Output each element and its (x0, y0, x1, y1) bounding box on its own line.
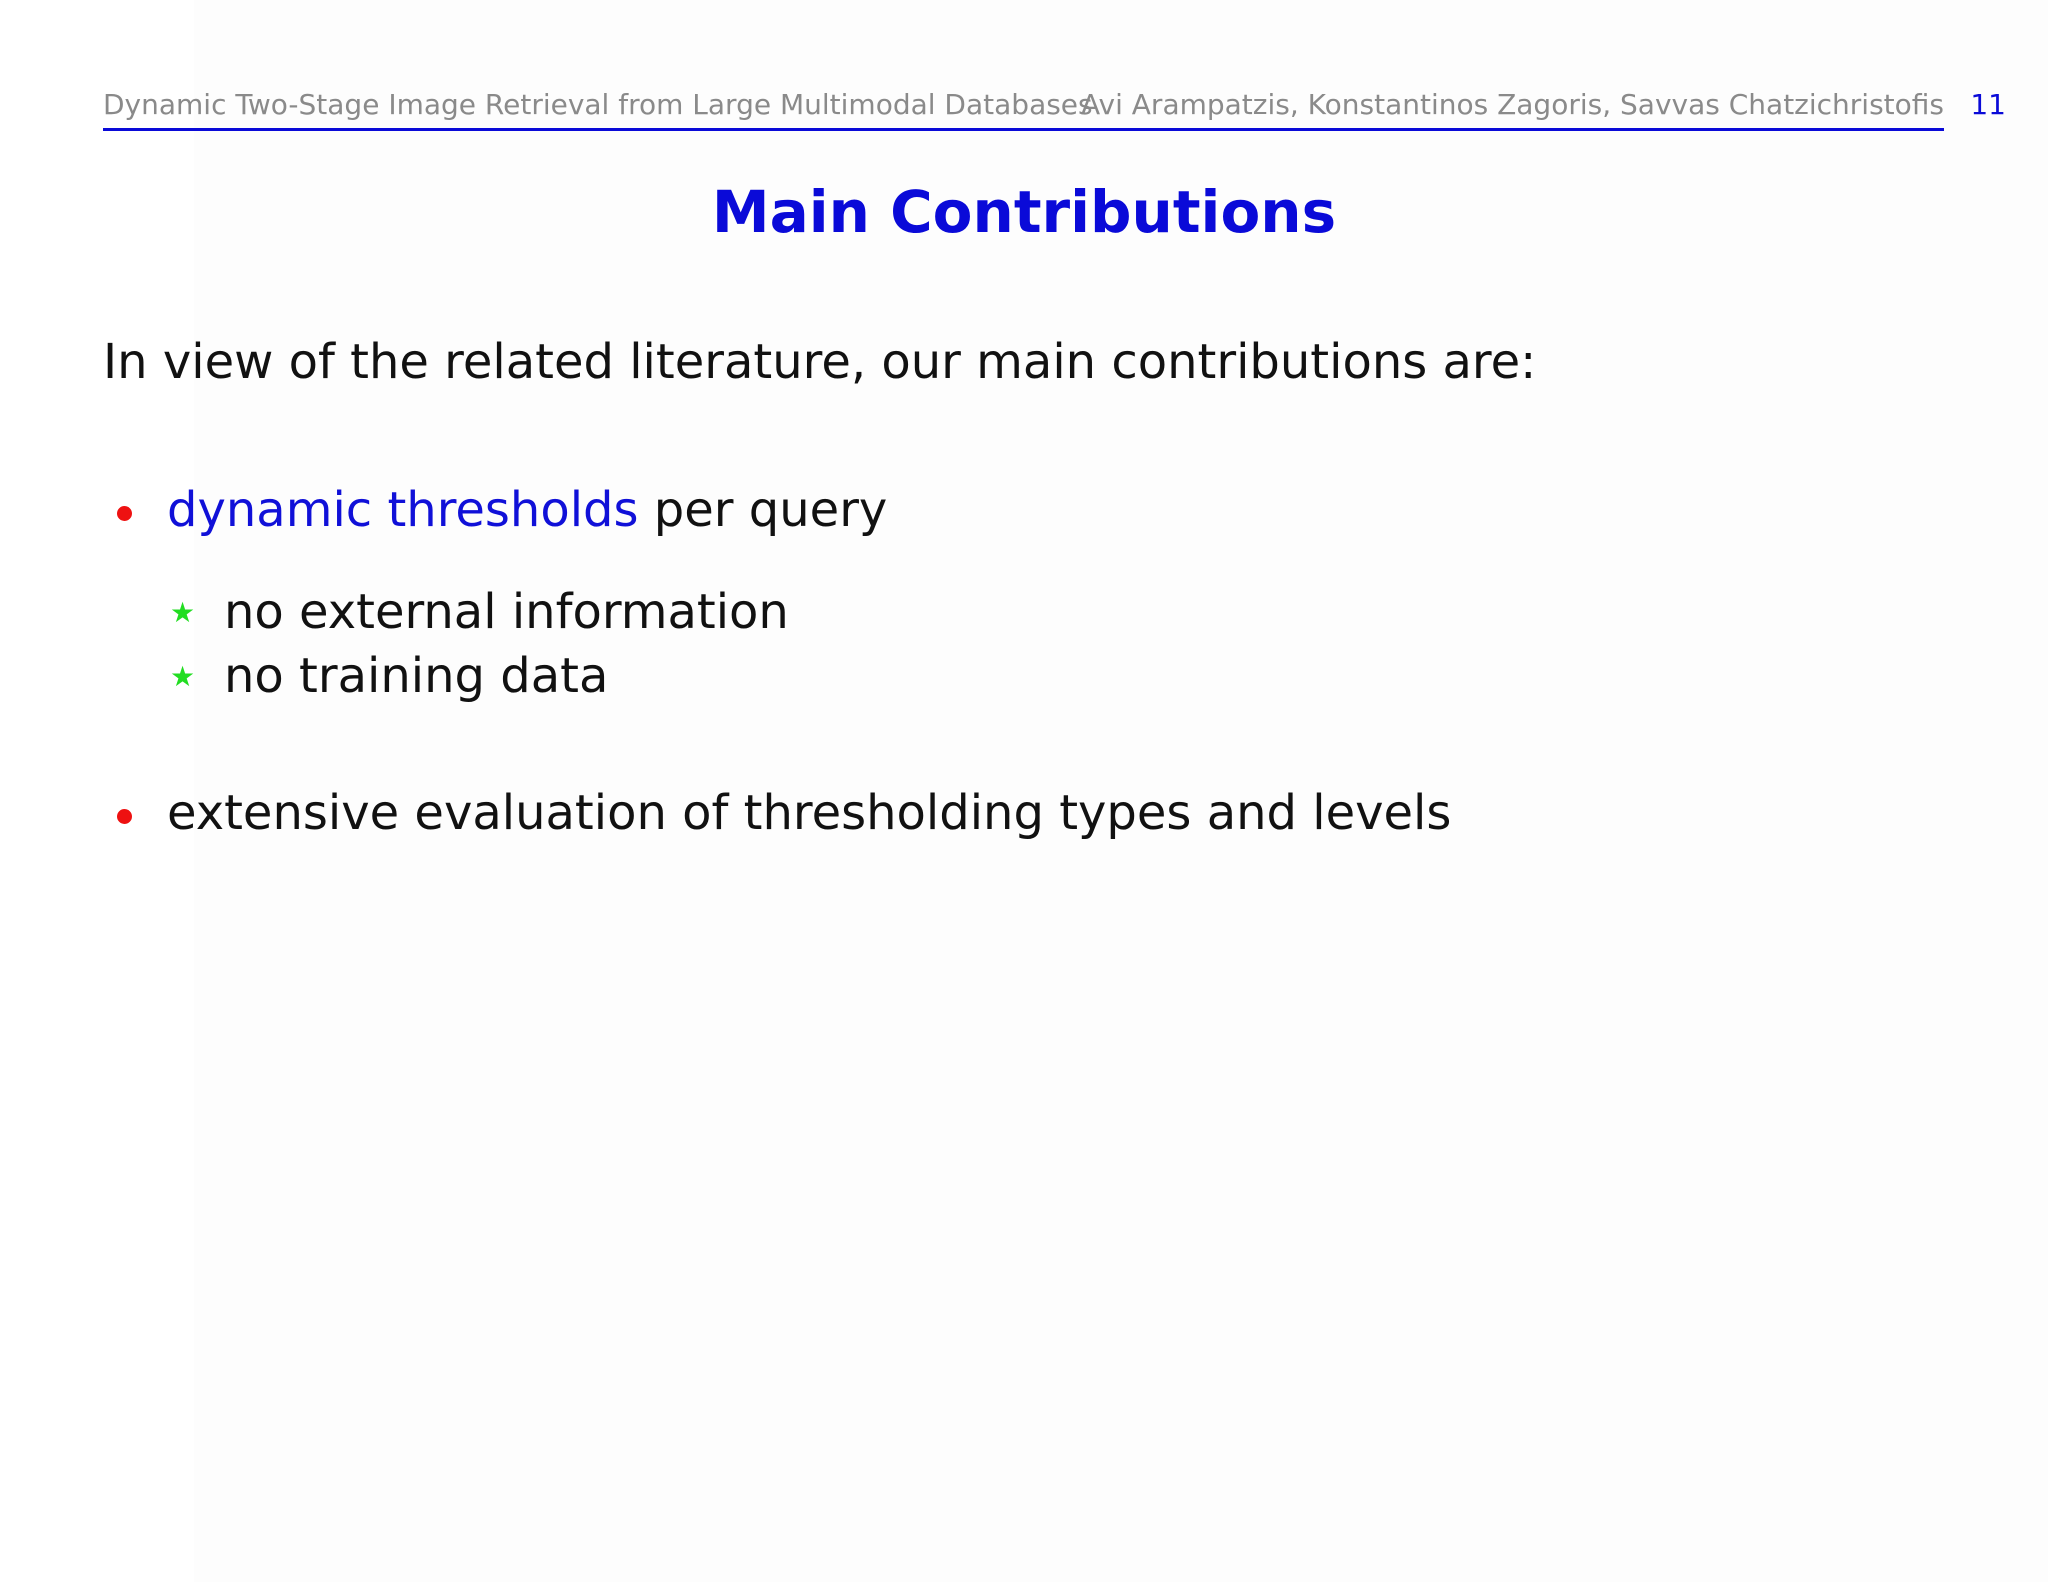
slide-header (103, 88, 1944, 132)
bullet-dot-icon (117, 809, 132, 824)
subitem-text: no training data (224, 648, 609, 704)
bullet-highlight: dynamic thresholds (167, 482, 639, 538)
bullet-rest: per query (638, 482, 888, 538)
intro-text: In view of the related literature, our main contributions are: (103, 334, 1537, 390)
bullet-dot-icon (117, 506, 132, 521)
star-icon: ★ (170, 660, 196, 693)
header-talk-title: Dynamic Two-Stage Image Retrieval from Large Multimodal Databases (103, 88, 1093, 121)
slide-title: Main Contributions (711, 178, 1337, 246)
page-number: 11 (1970, 88, 2006, 121)
header-rule (103, 128, 1944, 131)
header-authors: Avi Arampatzis, Konstantinos Zagoris, Savvas Chatzichristofis (1081, 88, 1944, 121)
subitem-text: no external information (224, 584, 789, 640)
bullet-text (167, 482, 887, 538)
star-icon: ★ (170, 596, 196, 629)
bullet-text: extensive evaluation of thresholding types and levels (167, 785, 1452, 841)
